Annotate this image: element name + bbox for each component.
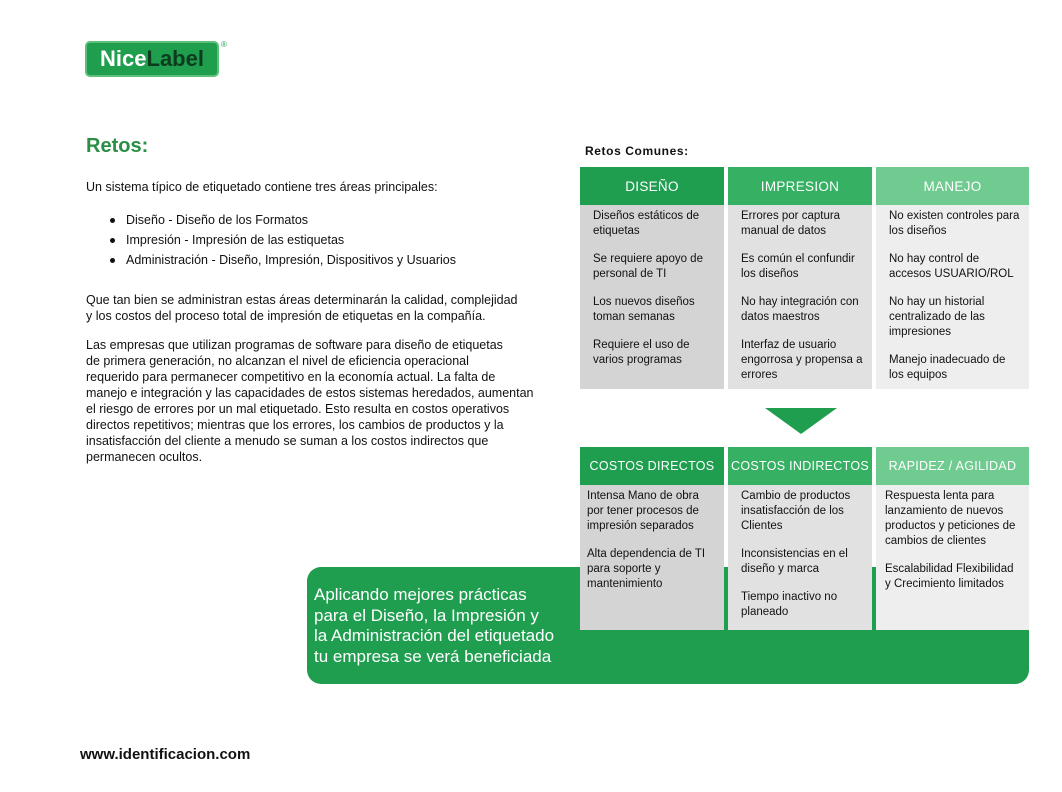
text-line: manejo e integración y las capacidades de estos sistemas heredados, aumentan: [86, 386, 534, 400]
column-impresion: [728, 205, 872, 389]
header-rapidez-agilidad: RAPIDEZ / AGILIDAD: [876, 447, 1029, 485]
intro-text: Un sistema típico de etiquetado contiene tres áreas principales:: [86, 180, 438, 194]
table-body-row: [580, 205, 1029, 389]
column-manejo: [876, 205, 1029, 389]
table-cell: Escalabilidad Flexibilidad y Crecimiento limitados: [885, 563, 1014, 590]
table-cell: Inconsistencias en el diseño y marca: [741, 548, 848, 575]
common-challenges-heading: Retos Comunes:: [585, 144, 689, 158]
logo-part-nice: Nice: [100, 46, 147, 71]
table-cell: Intensa Mano de obra por tener procesos de impresión separados: [587, 490, 699, 532]
table-cell: Errores por captura manual de datos: [741, 210, 841, 237]
header-manejo: MANEJO: [876, 167, 1029, 205]
table-cell: Requiere el uso de varios programas: [593, 339, 690, 366]
website-url: www.identificacion.com: [80, 746, 251, 763]
column-costos-indirectos: [728, 485, 872, 630]
text-line: y los costos del proceso total de impresión de etiquetas en la compañía.: [86, 309, 486, 323]
table-header-row: [580, 167, 1029, 205]
table-cell: Interfaz de usuario engorrosa y propensa a errores: [741, 339, 863, 381]
column-diseno: [580, 205, 724, 389]
text-line: Las empresas que utilizan programas de software para diseño de etiquetas: [86, 338, 503, 352]
paragraph-legacy-systems: [86, 337, 561, 465]
logo-part-label: Label: [146, 46, 204, 71]
banner-line: para el Diseño, la Impresión y: [314, 605, 539, 625]
banner-line: la Administración del etiquetado: [314, 626, 555, 645]
text-line: permanecen ocultos.: [86, 450, 203, 464]
down-arrow-icon: [765, 408, 837, 434]
list-item: Diseño - Diseño de los Formatos: [110, 212, 456, 232]
table-cell: Tiempo inactivo no planeado: [741, 591, 838, 618]
table-cell: Diseños estáticos de etiquetas: [593, 210, 700, 237]
table-cell: Los nuevos diseños toman semanas: [593, 296, 695, 323]
header-costos-indirectos: COSTOS INDIRECTOS: [728, 447, 872, 485]
text-line: insatisfacción del cliente a menudo se suman a los costos indirectos que: [86, 434, 489, 448]
list-item: Impresión - Impresión de las estiquetas: [110, 232, 456, 252]
table-cell: Alta dependencia de TI para soporte y mantenimiento: [587, 548, 706, 590]
table-cell: Cambio de productos insatisfacción de los Clientes: [741, 490, 851, 532]
list-item: Administración - Diseño, Impresión, Dispositivos y Usuarios: [110, 252, 456, 272]
text-line: directos repetitivos; mientras que los errores, los cambios de productos y la: [86, 418, 504, 432]
page-title: Retos:: [86, 135, 149, 157]
table-cell: Respuesta lenta para lanzamiento de nuevos productos y peticiones de cambios de clientes: [885, 490, 1016, 547]
areas-list: [110, 212, 456, 272]
challenges-table: [580, 167, 1029, 389]
table-cell: No hay integración con datos maestros: [741, 296, 859, 323]
banner-text: [314, 585, 584, 667]
header-diseno: DISEÑO: [580, 167, 724, 205]
table-header-row: [580, 447, 1029, 485]
nicelabel-logo: [85, 41, 219, 77]
table-cell: No hay control de accesos USUARIO/ROL: [889, 253, 1014, 280]
costs-table: [580, 447, 1029, 630]
header-impresion: IMPRESION: [728, 167, 872, 205]
table-body-row: [580, 485, 1029, 630]
header-costos-directos: COSTOS DIRECTOS: [580, 447, 724, 485]
table-cell: No existen controles para los diseños: [889, 210, 1020, 237]
table-cell: Manejo inadecuado de los equipos: [889, 354, 1006, 381]
registered-mark: ®: [221, 40, 227, 49]
text-line: requerido para permanecer competitivo en la economía actual. La falta de: [86, 370, 496, 384]
banner-line: tu empresa se verá beneficiada: [314, 646, 552, 666]
text-line: Que tan bien se administran estas áreas determinarán la calidad, complejidad: [86, 293, 518, 307]
table-cell: Se requiere apoyo de personal de TI: [593, 253, 703, 280]
table-cell: No hay un historial centralizado de las impresiones: [889, 296, 985, 338]
paragraph-management: [86, 292, 546, 324]
column-rapidez-agilidad: [876, 485, 1029, 630]
text-line: de primera generación, no alcanzan el nivel de eficiencia operacional: [86, 354, 469, 368]
banner-line: Aplicando mejores prácticas: [314, 585, 527, 604]
column-costos-directos: [580, 485, 724, 630]
table-cell: Es común el confundir los diseños: [741, 253, 855, 280]
text-line: el riesgo de errores por un mal etiquetado. Esto resulta en costos operativos: [86, 402, 510, 416]
